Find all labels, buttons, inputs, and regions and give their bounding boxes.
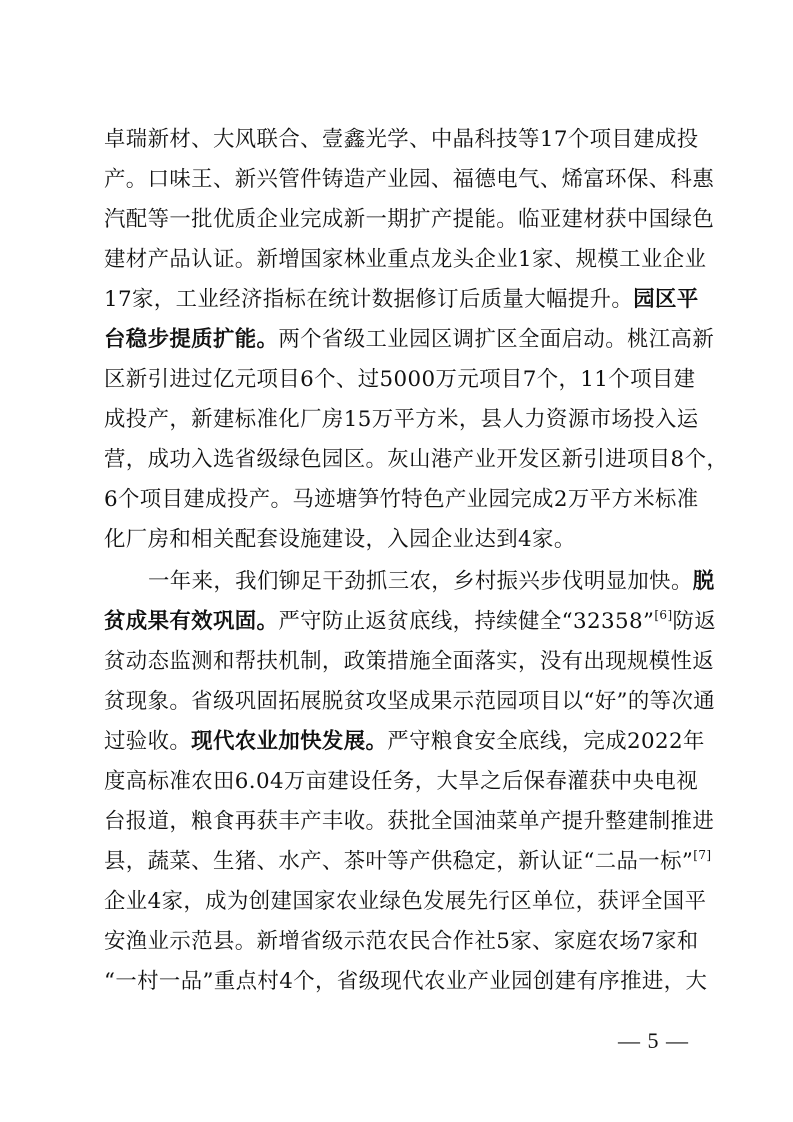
text-line — [104, 320, 715, 360]
text-run: 企业4家，成为创建国家农业绿色发展先行区单位，获评全国平 — [104, 889, 707, 914]
text-run: 安渔业示范县。新增省级示范农民合作社5家、家庭农场7家和 — [104, 929, 699, 954]
text-line — [104, 360, 696, 400]
text-run: 台报道，粮食再获丰产丰收。获批全国油菜单产提升整建制推进 — [104, 809, 715, 834]
text-line — [104, 762, 698, 802]
bold-heading: 台稳步提质扩能。 — [104, 327, 279, 352]
text-line — [104, 842, 712, 882]
text-line — [104, 280, 699, 320]
page-number: — 5 — — [618, 1028, 689, 1053]
bold-heading: 现代农业加快发展。 — [191, 729, 388, 754]
text-run: 17家，工业经济指标在统计数据修订后质量大幅提升。 — [104, 287, 634, 312]
bold-heading: 贫成果有效巩固。 — [104, 609, 279, 634]
text-run: 严守防止返贫底线，持续健全“32358” — [278, 609, 655, 634]
text-run: 防返 — [672, 609, 717, 634]
footnote-ref[interactable]: [7] — [693, 848, 712, 862]
bold-heading: 脱 — [692, 569, 715, 594]
text-line — [104, 882, 707, 922]
text-run: 化厂房和相关配套设施建设，入园企业达到4家。 — [104, 527, 576, 552]
text-run: 度高标准农田6.04万亩建设任务，大旱之后保春灌获中央电视 — [104, 769, 698, 794]
text-line — [104, 400, 699, 440]
text-run: 一年来，我们铆足干劲抓三农，乡村振兴步伐明显加快。 — [148, 569, 693, 594]
text-line — [104, 520, 690, 560]
text-run: 建材产品认证。新增国家林业重点龙头企业1家、规模工业企业 — [104, 247, 707, 272]
text-line — [104, 922, 699, 962]
text-run: “一村一品”重点村4个，省级现代农业产业园创建有序推进，大 — [104, 969, 708, 994]
text-line — [104, 962, 708, 1002]
footnote-ref[interactable]: [6] — [654, 608, 673, 622]
text-run: 成投产，新建标准化厂房15万平方米，县人力资源市场投入运 — [104, 407, 699, 432]
text-run: 严守粮食安全底线，完成2022年 — [387, 729, 705, 754]
text-run: 卓瑞新材、大风联合、壹鑫光学、中晶科技等17个项目建成投 — [104, 127, 699, 152]
text-run: 贫现象。省级巩固拓展脱贫攻坚成果示范园项目以“好”的等次通 — [104, 689, 716, 714]
text-run: 贫动态监测和帮扶机制，政策措施全面落实，没有出现规模性返 — [104, 649, 715, 674]
paragraph-industry — [104, 120, 729, 560]
text-run: 汽配等一批优质企业完成新一期扩产提能。临亚建材获中国绿色 — [104, 207, 715, 232]
text-line — [104, 160, 715, 200]
paragraph-agriculture — [104, 562, 717, 1002]
text-run: 6个项目建成投产。马迹塘笋竹特色产业园完成2万平方米标准 — [104, 487, 699, 512]
text-line — [104, 480, 699, 520]
text-line — [104, 642, 715, 682]
text-run: 营，成功入选省级绿色园区。灰山港产业开发区新引进项目8个， — [104, 447, 729, 472]
text-line — [104, 440, 729, 480]
text-run: 区新引进过亿元项目6个、过5000万元项目7个，11个项目建 — [104, 367, 696, 392]
text-line — [104, 200, 715, 240]
text-run: 县，蔬菜、生猪、水产、茶叶等产供稳定，新认证“二品一标” — [104, 849, 694, 874]
text-line — [104, 240, 707, 280]
text-line — [104, 120, 699, 160]
text-run: 过验收。 — [104, 729, 192, 754]
text-line — [104, 682, 716, 722]
text-line — [104, 802, 715, 842]
text-run: 产。口味王、新兴管件铸造产业园、福德电气、烯富环保、科惠 — [104, 167, 715, 192]
text-run: 两个省级工业园区调扩区全面启动。桃江高新 — [278, 327, 715, 352]
bold-heading: 园区平 — [633, 287, 699, 312]
text-line — [104, 562, 715, 602]
text-line — [104, 722, 705, 762]
text-line — [104, 602, 717, 642]
